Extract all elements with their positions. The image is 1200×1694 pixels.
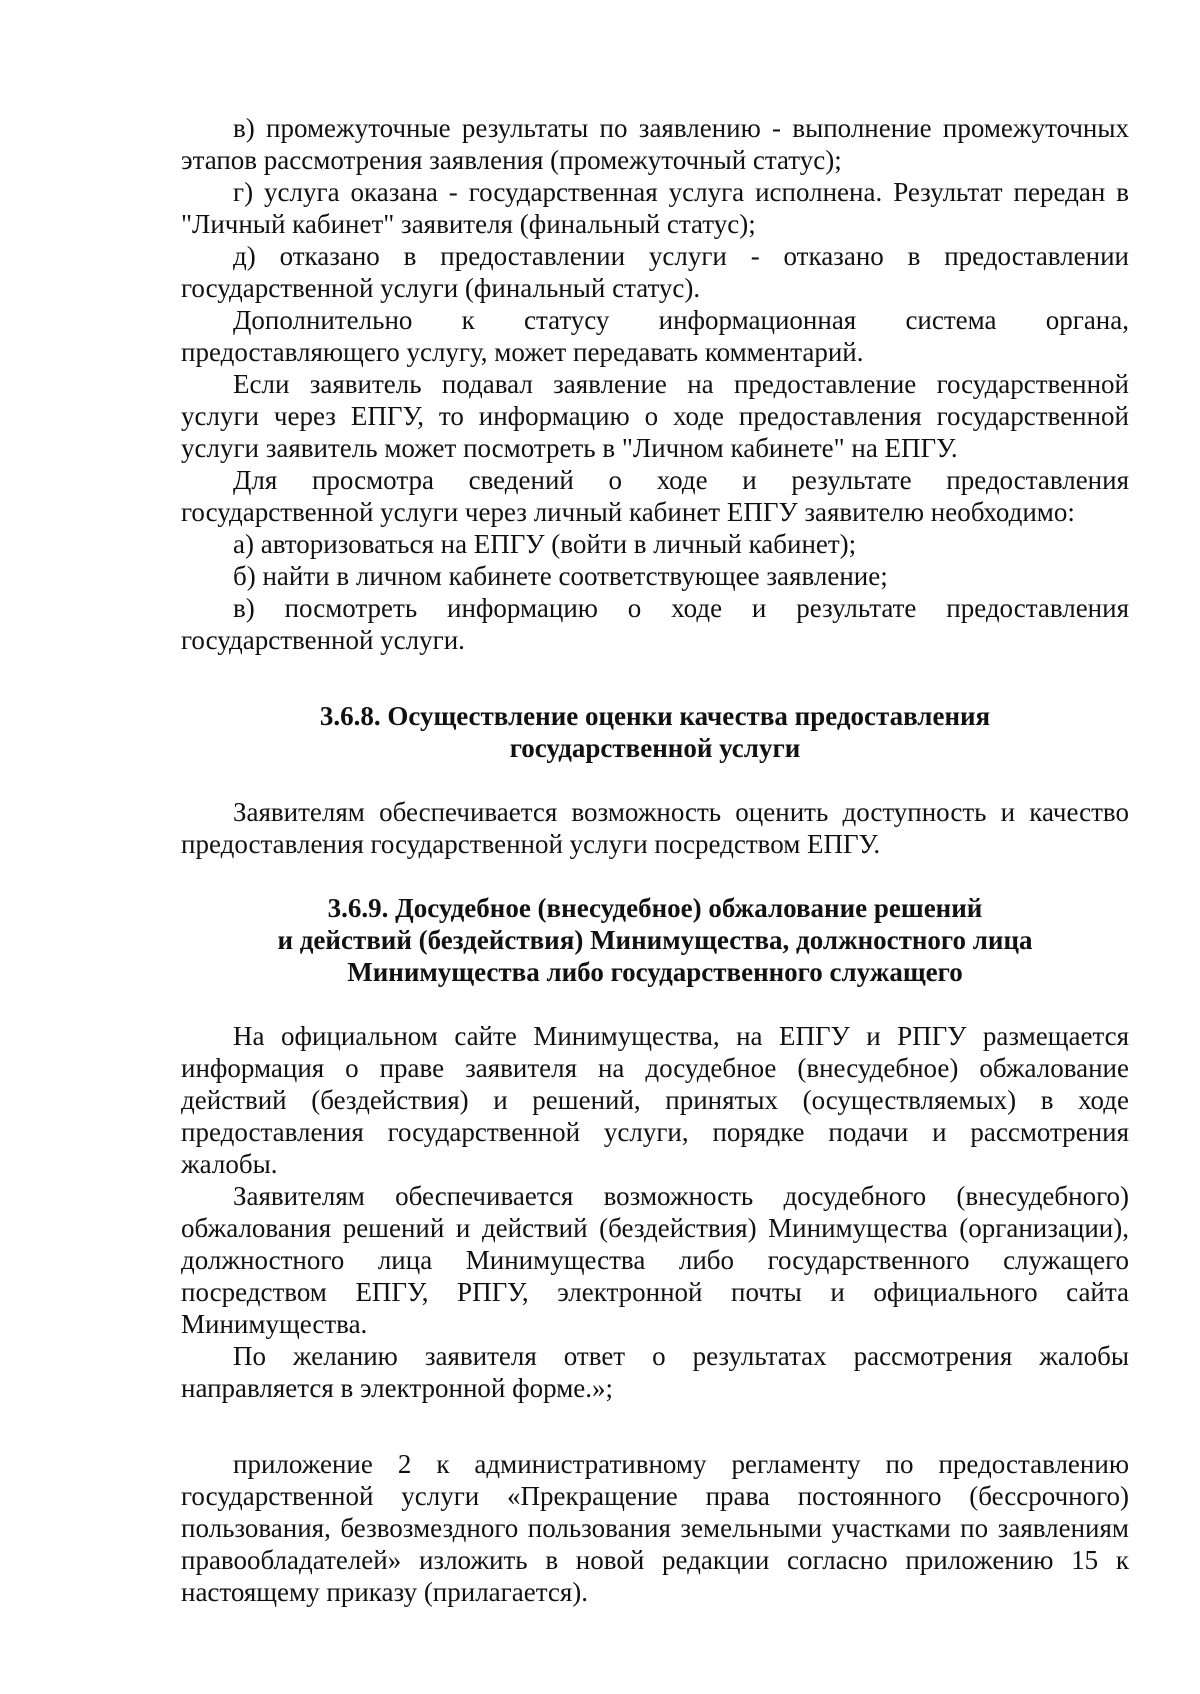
paragraph-epgu-cabinet: Если заявитель подавал заявление на предоставление государственной услуги через ЕПГУ, то информацию о ходе предоставления государственной услуги заявитель может посмотреть в "Личном кабинете" на ЕПГУ. — [181, 369, 1129, 463]
heading-line: Минимущества либо государственного служащего — [347, 957, 963, 987]
paragraph-quality-assessment: Заявителям обеспечивается возможность оценить доступность и качество предоставления государственной услуги посредством ЕПГУ. — [181, 797, 1129, 859]
paragraph-view-info-intro: Для просмотра сведений о ходе и результате предоставления государственной услуги через личный кабинет ЕПГУ заявителю необходимо: — [181, 465, 1129, 527]
list-item-authorize: а) авторизоваться на ЕПГУ (войти в личный кабинет); — [233, 529, 857, 559]
heading-line: 3.6.8. Осуществление оценки качества предоставления — [319, 701, 991, 731]
spacer — [181, 988, 1129, 1020]
paragraph-appeal-info: На официальном сайте Минимущества, на ЕПГУ и РПГУ размещается информация о праве заявителя на досудебное (внесудебное) обжалование действий (бездействия) и решений, принятых (осуществляемых) в ходе предоставления государственной услуги, порядке подачи и рассмотрения жалобы. — [181, 1021, 1129, 1179]
list-item-find-application: б) найти в личном кабинете соответствующее заявление; — [233, 561, 888, 591]
paragraph-appendix-amendment: приложение 2 к административному регламенту по предоставлению государственной услуги «Прекращение права постоянного (бессрочного) пользования, безвозмездного пользования земельными участками по заявлениям правообладателей» изложить в новой редакции согласно приложению 15 к настоящему приказу (прилагается). — [181, 1449, 1129, 1607]
spacer — [181, 1404, 1129, 1448]
document-body — [181, 112, 1129, 1608]
spacer — [181, 656, 1129, 700]
paragraph-status-comment: Дополнительно к статусу информационная система органа, предоставляющего услугу, может передавать комментарий. — [181, 305, 1129, 367]
spacer — [181, 860, 1129, 892]
paragraph-service-rendered: г) услуга оказана - государственная услуга исполнена. Результат передан в "Личный кабинет" заявителя (финальный статус); — [181, 177, 1129, 239]
section-heading-3-6-8 — [181, 700, 1129, 764]
paragraph-service-refused: д) отказано в предоставлении услуги - отказано в предоставлении государственной услуги (финальный статус). — [181, 241, 1129, 303]
heading-line: государственной услуги — [509, 733, 801, 763]
paragraph-interim-status: в) промежуточные результаты по заявлению - выполнение промежуточных этапов рассмотрения заявления (промежуточный статус); — [181, 113, 1129, 175]
heading-line: 3.6.9. Досудебное (внесудебное) обжалование решений — [327, 893, 983, 923]
paragraph-appeal-means: Заявителям обеспечивается возможность досудебного (внесудебного) обжалования решений и действий (бездействия) Минимущества (организации), должностного лица Минимущества либо государственного служащего посредством ЕПГУ, РПГУ, электронной почты и официального сайта Минимущества. — [181, 1181, 1129, 1339]
paragraph-appeal-response: По желанию заявителя ответ о результатах рассмотрения жалобы направляется в электронной форме.»; — [181, 1341, 1129, 1403]
spacer — [181, 764, 1129, 796]
section-heading-3-6-9 — [181, 892, 1129, 988]
list-item-view-info: в) посмотреть информацию о ходе и результате предоставления государственной услуги. — [181, 593, 1129, 655]
heading-line: и действий (бездействия) Минимущества, должностного лица — [277, 925, 1033, 955]
